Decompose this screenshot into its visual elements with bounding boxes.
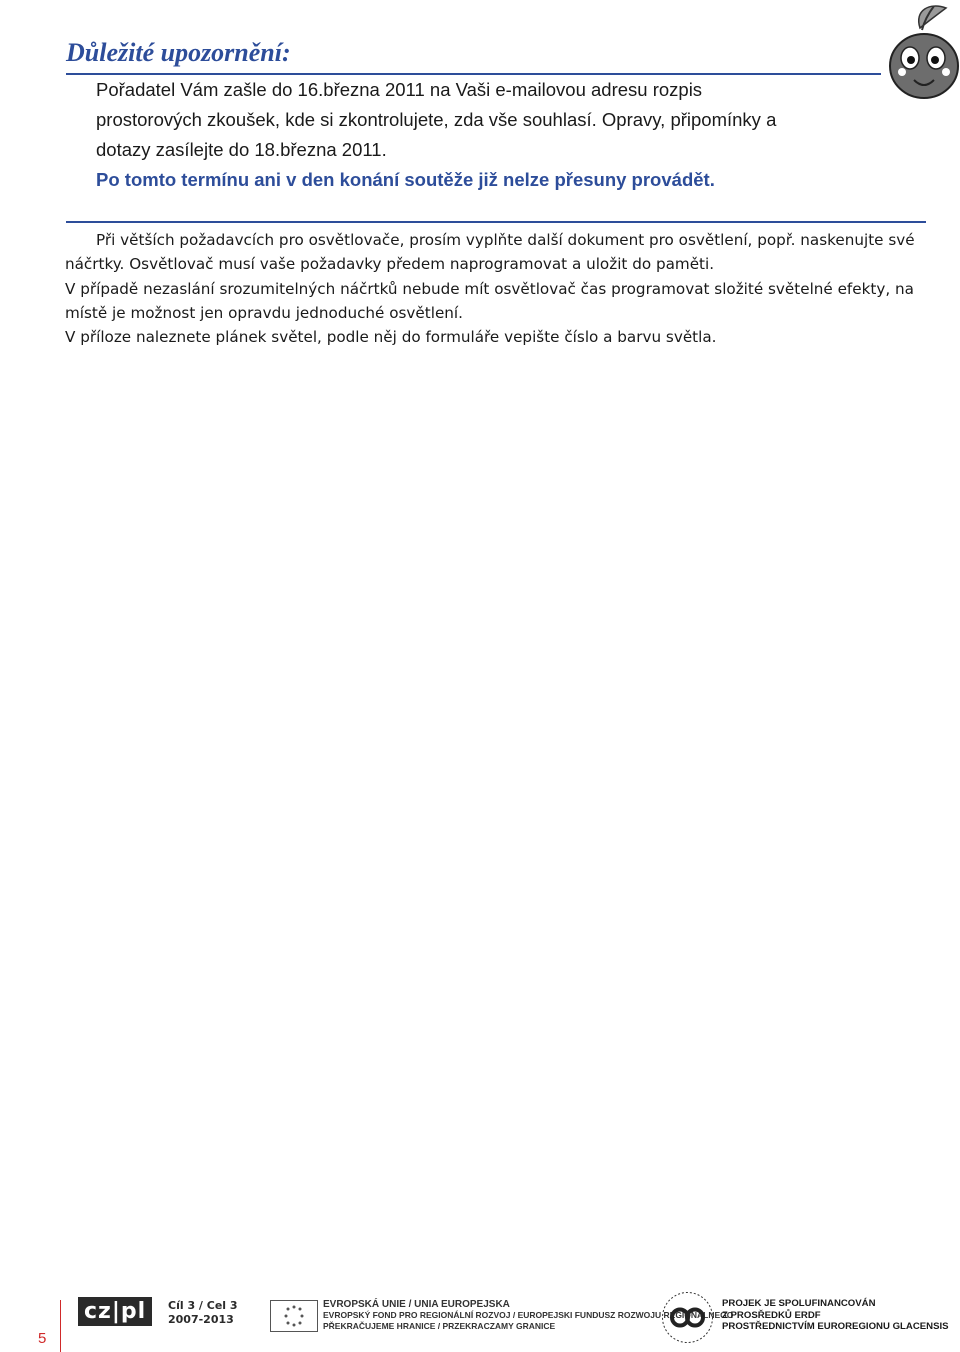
lighting-warning-paragraph: V případě nezaslání srozumitelných náčrtků nebude mít osvětlovač čas programovat složité světelné efekty, na místě je možnost jen opravdu jednoduché osvětlení.	[65, 280, 914, 322]
czpl-caption-line: 2007-2013	[168, 1313, 234, 1326]
page-number: 5	[38, 1330, 47, 1347]
czpl-logo	[78, 1297, 238, 1326]
czpl-logo-mark: cz|pl	[78, 1297, 152, 1326]
page-heading: Důležité upozornění:	[66, 38, 291, 67]
lighting-plan-paragraph: V příloze naleznete plánek světel, podle něj do formuláře vepište číslo a barvu světla.	[65, 328, 717, 346]
erdf-text-line: PROJEK JE SPOLUFINANCOVÁN	[722, 1298, 876, 1309]
notice-emphasis: Po tomto termínu ani v den konání soutěže již nelze přesuny provádět.	[96, 169, 715, 190]
erdf-cofinancing-text	[722, 1298, 949, 1333]
notice-line: dotazy zasílejte do 18.března 2011.	[96, 139, 387, 160]
eu-flag-icon	[270, 1300, 318, 1332]
erdf-text-line: PROSTŘEDNICTVÍM EUROREGIONU GLACENSIS	[722, 1321, 949, 1332]
czpl-caption-line: Cíl 3 / Cel 3	[168, 1299, 238, 1312]
notice-line: Pořadatel Vám zašle do 16.března 2011 na Vaši e-mailovou adresu rozpis	[96, 79, 703, 100]
lighting-paragraph: Při větších požadavcích pro osvětlovače, prosím vyplňte další dokument pro osvětlení, popř. naskenujte své náčrtky. Osvětlovač musí vaše požadavky předem naprogramovat a uložit do paměti.	[65, 231, 915, 273]
erdf-text-line: Z PROSŘEDKŮ ERDF	[722, 1309, 821, 1321]
eu-text-line: EVROPSKÁ UNIE / UNIA EUROPEJSKA	[323, 1299, 510, 1310]
section-divider	[66, 221, 926, 223]
notice-line: prostorových zkoušek, kde si zkontrolujete, zda vše souhlasí. Opravy, připomínky a	[96, 109, 777, 130]
eu-text-line: EVROPSKÝ FOND PRO REGIONÁLNÍ ROZVOJ / EUROPEJSKI FUNDUSZ ROZWOJU REGIONALNEGO	[323, 1310, 734, 1320]
page-number-rule	[60, 1300, 61, 1352]
notice-block	[96, 75, 916, 195]
czpl-logo-caption	[168, 1299, 238, 1327]
eu-text-line: PŘEKRAČUJEME HRANICE / PRZEKRACZAMY GRANICE	[323, 1321, 556, 1331]
euroregion-glacensis-logo	[660, 1290, 715, 1345]
